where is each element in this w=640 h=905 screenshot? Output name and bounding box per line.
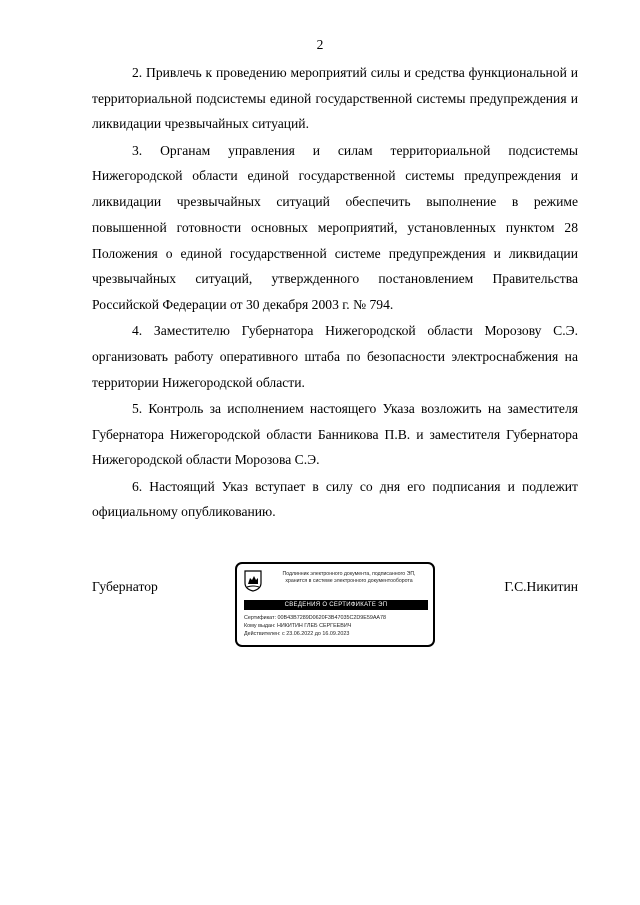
stamp-note-line1: Подлинник электронного документа, подписанного ЭП, [282,571,416,577]
paragraph-2: 2. Привлечь к проведению мероприятий силы и средства функциональной и территориальной подсистемы единой государственной системы предупреждения и ликвидации чрезвычайных ситуаций. [92,65,578,132]
stamp-validity: Действителен: с 23.06.2022 до 16.09.2023 [244,631,350,637]
paragraph-6: 6. Настоящий Указ вступает в силу со дня его подписания и подлежит официальному опубликованию. [92,478,578,520]
page-number: 2 [316,37,324,52]
paragraph-4: 4. Заместителю Губернатора Нижегородской области Морозову С.Э. организовать работу оперативного штаба по безопасности электроснабжения на территории Нижегородской области. [92,323,578,390]
document-body [92,60,578,525]
stamp-owner: Кому выдан: НИКИТИН ГЛЕБ СЕРГЕЕВИЧ [244,623,352,629]
coat-of-arms-icon [244,570,262,592]
stamp-details [244,614,428,638]
stamp-note [267,571,431,585]
stamp-certificate: Сертификат: 00B43B7289D0620F3B47035C2D9E59AA78 [244,615,387,621]
signatory-name: Г.С.Никитин [504,579,578,594]
stamp-header: СВЕДЕНИЯ О СЕРТИФИКАТЕ ЭП [244,600,428,610]
signatory-position: Губернатор [92,579,158,594]
stamp-note-line2: хранится в системе электронного документооборота [285,578,413,584]
paragraph-3: 3. Органам управления и силам территориальной подсистемы Нижегородской области единой государственной системы предупреждения и ликвидации чрезвычайных ситуаций обеспечить выполнение в режиме повышенной готовности основных мероприятий, установленных пунктом 28 Положения о единой государственной системе предупреждения и ликвидации чрезвычайных ситуаций, утвержденного постановлением Правительства Российской Федерации от 30 декабря 2003 г. № 794. [92,142,578,312]
electronic-signature-stamp [235,562,435,647]
paragraph-5: 5. Контроль за исполнением настоящего Указа возложить на заместителя Губернатора Нижегородской области Банникова П.В. и заместителя Губернатора Нижегородской области Морозова С.Э. [92,400,578,468]
